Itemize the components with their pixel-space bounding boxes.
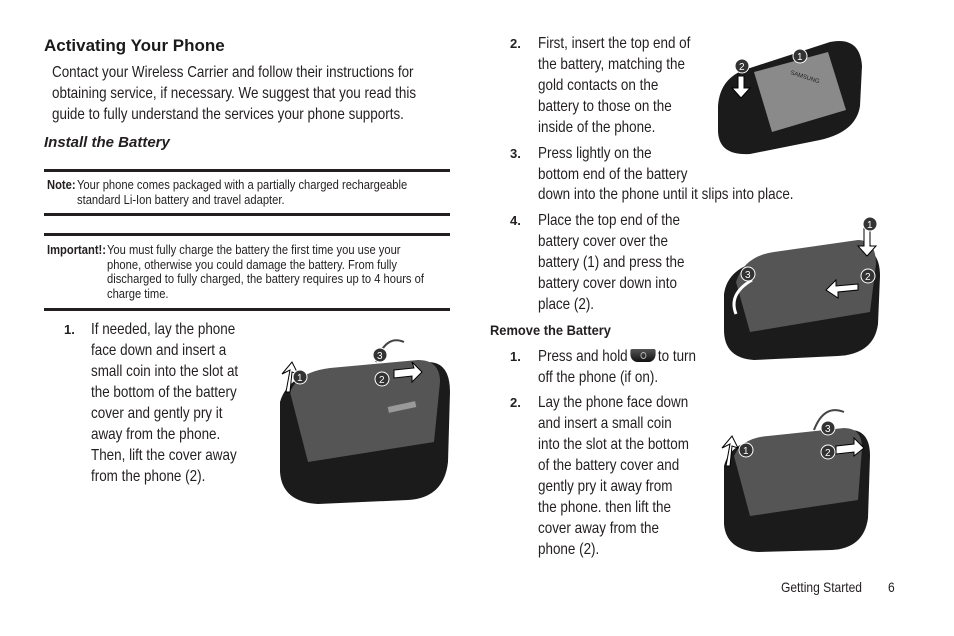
text-line: from the phone (2). (91, 468, 206, 485)
text-line: Lay the phone face down (538, 394, 689, 411)
text-line: battery cover down into (538, 275, 677, 292)
remove-step-1-before: Press and hold (538, 348, 628, 365)
text-line: Place the top end of the (538, 212, 680, 229)
text-line: battery cover over the (538, 233, 668, 250)
text-line: inside of the phone. (538, 119, 656, 136)
text-line: Then, lift the cover away (91, 447, 237, 464)
remove-cover-figure-2 (714, 396, 874, 554)
insert-battery-figure (710, 36, 870, 158)
important-top-rule (44, 233, 450, 236)
callout-1-text: 1 (743, 446, 749, 457)
step-number: 2. (510, 36, 521, 51)
step-number: 3. (510, 146, 521, 161)
text-line: First, insert the top end of (538, 35, 691, 52)
text-line: gently pry it away from (538, 478, 673, 495)
page-heading: Activating Your Phone (44, 36, 225, 55)
note-bottom-rule (44, 213, 450, 216)
battery-brand-text: SAMSUNG (789, 70, 821, 86)
callout-1-text: 1 (297, 373, 303, 384)
text-line: You must fully charge the battery the first time you use your (107, 242, 401, 257)
text-line: down into the phone until it slips into place. (538, 186, 794, 204)
text-line: battery (1) and press the (538, 254, 685, 271)
text-line: phone (2). (538, 541, 600, 558)
text-line: of the battery cover and (538, 457, 680, 474)
text-line: charge time. (107, 286, 169, 302)
text-line: bottom end of the battery (538, 165, 688, 183)
text-line: the bottom of the battery (91, 384, 237, 401)
footer-page-number: 6 (888, 579, 895, 595)
text-line: place (2). (538, 296, 595, 313)
callout-2-text: 2 (739, 62, 745, 73)
text-line: the battery, matching the (538, 56, 685, 73)
text-line: face down and insert a (91, 342, 227, 359)
text-line: into the slot at the bottom (538, 436, 689, 453)
text-line: discharged to fully charged, the battery requires up to 4 hours of (107, 271, 424, 287)
callout-2-text: 2 (825, 448, 831, 459)
text-line: Press lightly on the (538, 145, 652, 162)
text-line: Contact your Wireless Carrier and follow their instructions for (52, 64, 414, 81)
text-line: If needed, lay the phone (91, 321, 236, 338)
text-line: battery to those on the (538, 98, 672, 115)
callout-1-text: 1 (867, 220, 873, 231)
remove-step-1-line (538, 348, 696, 366)
callout-3-text: 3 (825, 424, 831, 435)
text-line: guide to fully understand the services your phone supports. (52, 106, 404, 123)
callout-2-text: 2 (865, 272, 871, 283)
text-line: standard Li-Ion battery and travel adapter. (77, 192, 285, 207)
footer-section: Getting Started (781, 579, 862, 595)
remove-cover-figure (268, 322, 454, 508)
text-line: off the phone (if on). (538, 369, 659, 386)
step-number: 1. (510, 349, 521, 364)
callout-3-text: 3 (745, 270, 751, 281)
text-line: and insert a small coin (538, 415, 672, 432)
callout-1-text: 1 (797, 52, 803, 63)
text-line: cover and gently pry it (91, 405, 223, 422)
callout-2-text: 2 (379, 375, 385, 386)
note-label: Note: (47, 177, 76, 192)
remove-battery-heading: Remove the Battery (490, 322, 611, 338)
text-line: gold contacts on the (538, 77, 659, 94)
remove-step-1-after: to turn (657, 348, 696, 365)
end-power-key-icon (630, 349, 655, 362)
important-label: Important!: (47, 242, 107, 257)
text-line: small coin into the slot at (91, 363, 239, 380)
step-number: 1. (64, 322, 75, 337)
step-number: 2. (510, 395, 521, 410)
text-line: the phone. then lift the (538, 499, 672, 516)
important-bottom-rule (44, 308, 450, 311)
text-line: away from the phone. (91, 426, 221, 443)
install-battery-heading: Install the Battery (44, 134, 170, 151)
text-line: obtaining service, if necessary. We suggest that you read this (52, 85, 417, 102)
text-line: Your phone comes packaged with a partially charged rechargeable (77, 177, 408, 192)
callout-3-text: 3 (377, 351, 383, 362)
text-line: cover away from the (538, 520, 660, 537)
text-line: phone, otherwise you could damage the battery. From fully (107, 256, 398, 272)
step-number: 4. (510, 213, 521, 228)
replace-cover-figure (718, 214, 886, 362)
note-top-rule (44, 169, 450, 172)
